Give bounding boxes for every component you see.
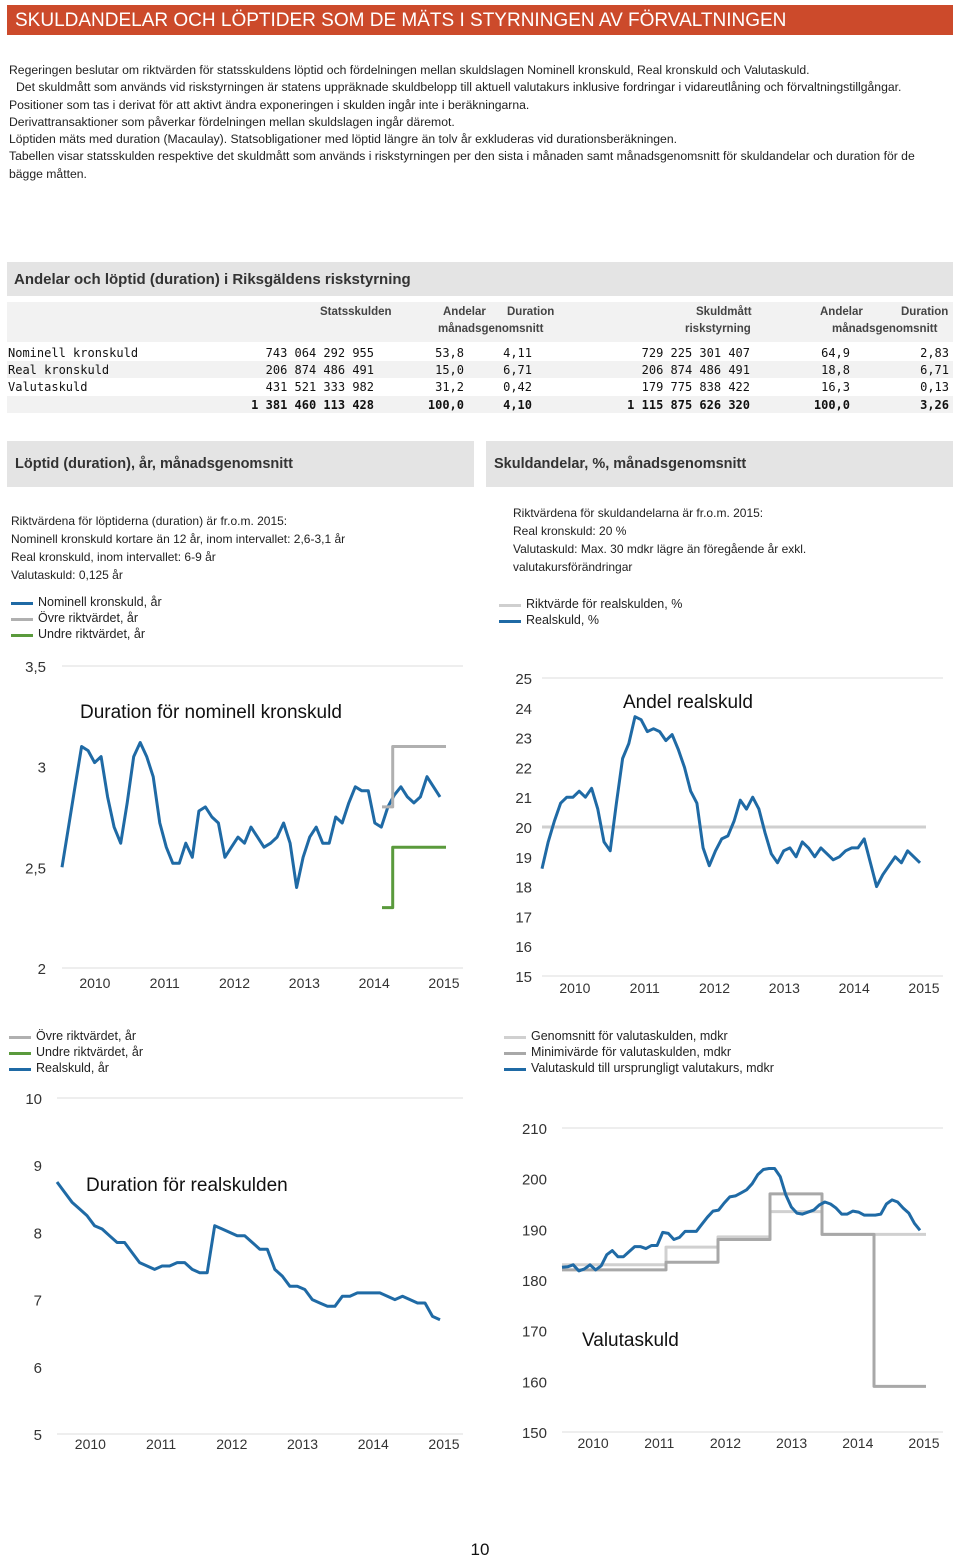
chart-annotation: Andel realskuld: [623, 692, 753, 713]
col-header-riskstyrning: riskstyrning: [685, 323, 751, 335]
cell-andel: 64,9: [821, 346, 850, 360]
cell-andel: 53,8: [435, 346, 464, 360]
note-line: Real kronskuld, inom intervallet: 6-9 år: [11, 550, 216, 564]
legend-label: Övre riktvärdet, år: [38, 611, 139, 625]
x-tick-label: 2015: [428, 1436, 460, 1452]
legend-swatch: [11, 634, 33, 637]
chart-annotation: Valutaskuld: [582, 1330, 679, 1351]
right-note: [513, 504, 806, 576]
col-header-manadsgenomsnitt: månadsgenomsnitt: [832, 323, 938, 335]
cell-andel: 100,0: [427, 398, 464, 412]
legend-label: Realskuld, år: [36, 1061, 109, 1075]
y-tick-label: 21: [515, 790, 532, 808]
cell-duration: 0,13: [920, 380, 949, 394]
y-tick-label: 150: [521, 1425, 547, 1442]
section-title: Löptid (duration), år, månadsgenomsnitt: [15, 456, 293, 472]
legend-chart1: [11, 595, 311, 647]
cell-statsskulden: 743 064 292 955: [265, 346, 374, 360]
legend-swatch: [11, 618, 33, 621]
row-label: Real kronskuld: [8, 363, 110, 377]
chart-valutaskuld: [480, 1110, 960, 1455]
note-line: Nominell kronskuld kortare än 12 år, inom intervallet: 2,6-3,1 år: [11, 532, 346, 546]
x-tick-label: 2010: [577, 1435, 609, 1451]
y-tick-label: 23: [515, 730, 532, 748]
x-tick-label: 2013: [776, 1435, 808, 1451]
cell-duration: 6,71: [503, 363, 532, 377]
y-tick-label: 170: [521, 1323, 547, 1341]
left-note: [11, 512, 345, 584]
note-line: Real kronskuld: 20 %: [513, 524, 627, 538]
cell-duration: 2,83: [920, 346, 949, 360]
note-line: Riktvärdena för löptiderna (duration) är fr.o.m. 2015:: [11, 514, 288, 528]
legend-swatch: [11, 602, 33, 605]
x-tick-label: 2014: [842, 1435, 874, 1451]
col-header-duration: Duration: [507, 306, 555, 318]
series-line: [562, 1169, 920, 1271]
y-tick-label: 22: [515, 760, 532, 778]
y-tick-label: 19: [515, 849, 532, 867]
legend-swatch: [499, 620, 521, 623]
legend-label: Undre riktvärdet, år: [38, 627, 145, 641]
y-tick-label: 3,5: [25, 659, 46, 676]
cell-andel: 16,3: [821, 380, 850, 394]
intro-paragraph: Tabellen visar statsskulden respektive det skuldmått som används i riskstyrningen per den sista i månaden samt månadsgenomsnitt för skuldandelar och duration för de bägge måtten.: [9, 149, 915, 181]
series-line: [62, 743, 440, 888]
table-header: [7, 302, 953, 342]
x-tick-label: 2013: [286, 1436, 319, 1452]
y-tick-label: 25: [515, 671, 532, 688]
legend-chart2: [499, 597, 799, 631]
x-tick-label: 2015: [908, 980, 940, 996]
x-tick-label: 2013: [768, 980, 800, 996]
col-header-manadsgenomsnitt: månadsgenomsnitt: [438, 323, 544, 335]
chart-duration-nominell: [0, 650, 480, 1000]
y-tick-label: 10: [25, 1091, 42, 1108]
legend-label: Minimivärde för valutaskulden, mdkr: [531, 1045, 732, 1059]
cell-skuldmatt: 729 225 301 407: [641, 346, 750, 360]
row-label: Nominell kronskuld: [8, 346, 139, 360]
cell-andel: 100,0: [813, 398, 850, 412]
legend-swatch: [9, 1036, 31, 1039]
col-header-statsskulden: Statsskulden: [320, 306, 392, 318]
table-title: Andelar och löptid (duration) i Riksgäldens riskstyrning: [14, 271, 411, 288]
section-header-skuldandelar: [486, 441, 953, 487]
cell-statsskulden: 1 381 460 113 428: [251, 398, 374, 412]
y-tick-label: 16: [515, 939, 532, 957]
chart-annotation: Duration för nominell kronskuld: [80, 702, 342, 723]
series-line: [382, 847, 446, 907]
intro-paragraph: Det skuldmått som används vid riskstyrningen är statens uppräknade skuldbelopp till aktuell valutakurs inklusive fordringar i vidareutlåning och förvaltningstillgångar. Positioner som tas i derivat för att aktivt ändra exponeringen i skulden ingår inte i beräkningarna.: [9, 80, 902, 112]
cell-duration: 3,26: [920, 398, 949, 412]
table-row: [7, 378, 953, 395]
x-tick-label: 2013: [288, 975, 320, 991]
y-tick-label: 15: [515, 969, 532, 986]
cell-duration: 4,10: [503, 398, 532, 412]
x-tick-label: 2012: [216, 1436, 248, 1452]
y-tick-label: 20: [515, 820, 532, 837]
cell-duration: 4,11: [503, 346, 532, 360]
table-row: [7, 361, 953, 378]
intro-paragraph: Regeringen beslutar om riktvärden för statsskuldens löptid och fördelningen mellan skuldslagen Nominell kronskuld, Real kronskuld och Valutaskuld.: [9, 63, 810, 77]
x-tick-label: 2011: [629, 980, 660, 996]
y-tick-label: 7: [33, 1292, 42, 1310]
x-tick-label: 2012: [698, 980, 731, 996]
y-tick-label: 190: [521, 1222, 547, 1240]
intro-paragraph: Löptiden mäts med duration (Macaulay). Statsobligationer med löptid längre än tolv år exkluderas vid durationsberäkningen.: [9, 132, 677, 147]
legend-label: Riktvärde för realskulden, %: [526, 597, 683, 611]
cell-skuldmatt: 1 115 875 626 320: [627, 398, 750, 412]
chart-annotation: Duration för realskulden: [86, 1175, 288, 1196]
intro-text: [9, 62, 949, 183]
legend-label: Valutaskuld till ursprungligt valutakurs, mdkr: [531, 1061, 774, 1075]
cell-andel: 31,2: [435, 380, 464, 394]
x-tick-label: 2010: [74, 1436, 106, 1452]
y-tick-label: 180: [521, 1273, 547, 1290]
note-line: Valutaskuld: 0,125 år: [11, 568, 123, 582]
x-tick-label: 2015: [908, 1435, 940, 1451]
cell-duration: 6,71: [920, 363, 949, 377]
page-title: SKULDANDELAR OCH LÖPTIDER SOM DE MÄTS I STYRNINGEN AV FÖRVALTNINGEN: [15, 10, 787, 31]
page-title-bar: [7, 5, 953, 35]
page-number: 10: [470, 1540, 490, 1559]
legend-swatch: [9, 1068, 31, 1071]
col-header-andelar: Andelar: [443, 306, 486, 318]
col-header-skuldmatt: Skuldmått: [696, 306, 752, 318]
series-line: [542, 717, 920, 887]
section-header-loptid: [7, 441, 474, 487]
y-tick-label: 5: [33, 1427, 42, 1444]
x-tick-label: 2014: [838, 980, 870, 996]
note-line: Riktvärdena för skuldandelarna är fr.o.m. 2015:: [513, 506, 764, 520]
legend-label: Genomsnitt för valutaskulden, mdkr: [531, 1029, 728, 1043]
chart-duration-realskuld: [0, 1085, 480, 1455]
x-tick-label: 2012: [218, 975, 251, 991]
y-tick-label: 17: [515, 909, 532, 927]
y-tick-label: 3: [37, 759, 46, 777]
y-tick-label: 24: [515, 700, 532, 718]
cell-andel: 15,0: [435, 363, 464, 377]
series-line: [562, 1194, 926, 1387]
legend-swatch: [499, 604, 521, 607]
legend-label: Övre riktvärdet, år: [36, 1029, 137, 1043]
x-tick-label: 2011: [146, 1436, 177, 1452]
cell-duration: 0,42: [503, 380, 532, 394]
legend-swatch: [9, 1052, 31, 1055]
x-tick-label: 2010: [79, 975, 111, 991]
cell-skuldmatt: 206 874 486 491: [641, 363, 750, 377]
table-row: [7, 344, 953, 361]
legend-chart3: [9, 1029, 309, 1081]
cell-statsskulden: 431 521 333 982: [265, 380, 374, 394]
note-line: Valutaskuld: Max. 30 mdkr lägre än föregående år exkl.: [513, 542, 807, 556]
legend-swatch: [504, 1036, 526, 1039]
table-total-row: [7, 396, 953, 413]
legend-label: Realskuld, %: [526, 613, 599, 627]
x-tick-label: 2014: [358, 975, 390, 991]
legend-label: Nominell kronskuld, år: [38, 595, 162, 609]
x-tick-label: 2011: [149, 975, 180, 991]
x-tick-label: 2014: [357, 1436, 389, 1452]
y-tick-label: 210: [521, 1121, 547, 1138]
cell-skuldmatt: 179 775 838 422: [641, 380, 750, 394]
series-line: [57, 1182, 440, 1320]
x-tick-label: 2015: [428, 975, 460, 991]
x-tick-label: 2010: [559, 980, 591, 996]
series-line: [382, 747, 446, 807]
y-tick-label: 18: [515, 879, 532, 897]
y-tick-label: 200: [521, 1171, 547, 1189]
cell-andel: 18,8: [821, 363, 850, 377]
y-tick-label: 8: [33, 1225, 42, 1243]
chart-andel-realskuld: [480, 660, 960, 1000]
intro-paragraph: Derivattransaktioner som påverkar fördelningen mellan skuldslagen ingår däremot.: [9, 114, 455, 129]
section-title: Skuldandelar, %, månadsgenomsnitt: [494, 456, 747, 472]
legend-swatch: [504, 1068, 526, 1071]
col-header-andelar: Andelar: [820, 306, 863, 318]
y-tick-label: 2: [37, 961, 46, 978]
y-tick-label: 2,5: [25, 860, 46, 878]
note-line: valutakursförändringar: [513, 560, 633, 574]
legend-swatch: [504, 1052, 526, 1055]
y-tick-label: 160: [521, 1374, 547, 1392]
x-tick-label: 2011: [644, 1435, 675, 1451]
y-tick-label: 6: [33, 1359, 42, 1377]
row-label: Valutaskuld: [8, 380, 88, 394]
legend-label: Undre riktvärdet, år: [36, 1045, 143, 1059]
legend-chart4: [504, 1029, 904, 1081]
x-tick-label: 2012: [709, 1435, 742, 1451]
cell-statsskulden: 206 874 486 491: [265, 363, 374, 377]
col-header-duration: Duration: [901, 306, 949, 318]
table-title-bar: [7, 262, 953, 296]
y-tick-label: 9: [33, 1158, 42, 1176]
